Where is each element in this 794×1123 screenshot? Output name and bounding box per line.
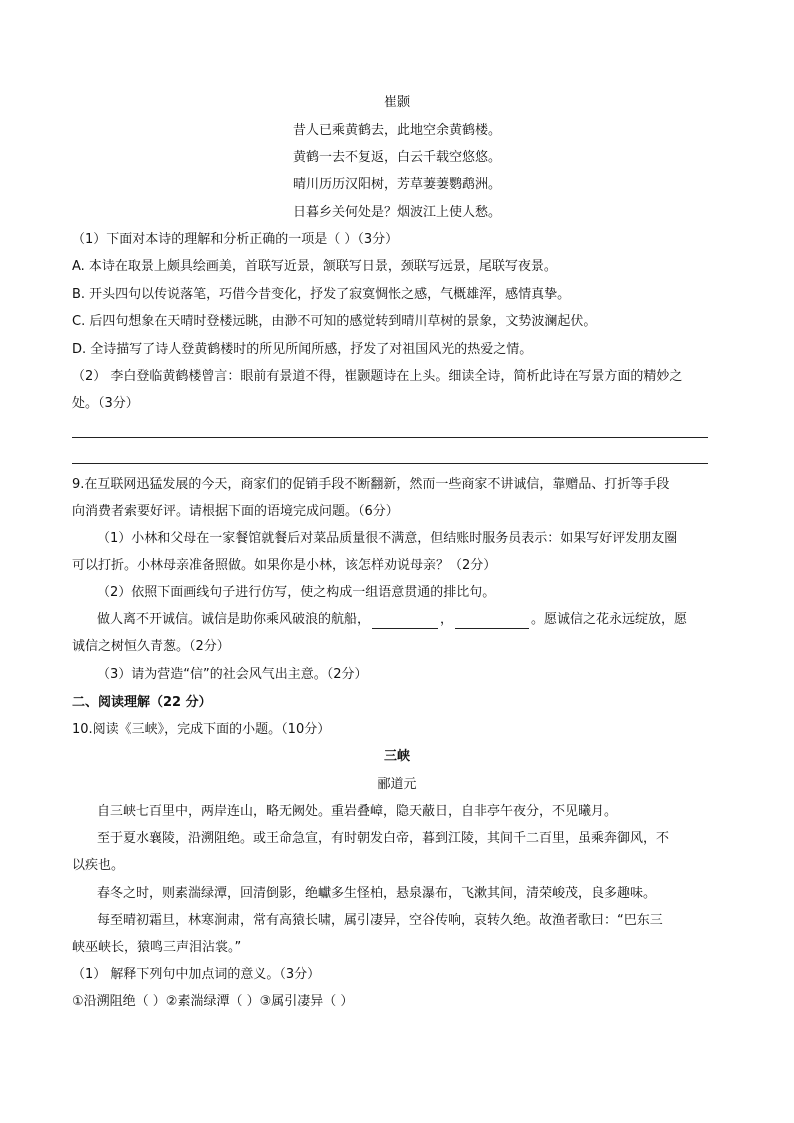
q8-sub1: （1）下面对本诗的理解和分析正确的一项是（ ）（3分）: [72, 232, 399, 247]
passage-p4-line1: 每至晴初霜旦，林寒涧肃，常有高猿长啸，属引凄异，空谷传响，哀转久绝。故渔者歌曰：“巴东三: [97, 913, 663, 928]
fill-blank-1[interactable]: [372, 614, 438, 629]
q9-sub3: （3）请为营造“信”的社会风气出主意。（2分）: [97, 667, 368, 682]
q9-sub2-comma: ，: [440, 612, 454, 627]
q9-sub2-text-a: 做人离不开诚信。诚信是助你乘风破浪的航船，: [97, 612, 371, 627]
q8-sub2-line2: 处。（3分）: [72, 396, 139, 411]
q10-sub1: （1） 解释下列句中加点词的意义。（3分）: [72, 967, 321, 982]
answer-line-2: [72, 463, 708, 464]
passage-p2-line1: 至于夏水襄陵，沿溯阻绝。或王命急宣，有时朝发白帝，暮到江陵，其间千二百里，虽乘奔御风，不: [97, 831, 670, 846]
q8-option-a: A. 本诗在取景上颇具绘画美，首联写近景，颔联写日景，颈联写远景，尾联写夜景。: [72, 259, 557, 274]
passage-author: 郦道元: [377, 777, 417, 792]
q8-option-c: C. 后四句想象在天晴时登楼远眺，由渺不可知的感觉转到晴川草树的景象，文势波澜起伏。: [72, 314, 597, 329]
q9-sub1-line1: （1）小林和父母在一家餐馆就餐后对菜品质量很不满意，但结账时服务员表示：如果写好评发朋友圈: [97, 531, 678, 546]
poem-line-3: 晴川历历汉阳树，芳草萋萋鹦鹉洲。: [292, 177, 501, 192]
q9-sub2-line2: 诚信之树恒久青葱。（2分）: [72, 639, 230, 654]
passage-title: 三峡: [383, 749, 410, 764]
poem-line-1: 昔人已乘黄鹤去，此地空余黄鹤楼。: [292, 123, 501, 138]
q8-sub2-line1: （2） 李白登临黄鹤楼曾言：眼前有景道不得，崔颢题诗在上头。细读全诗，简析此诗在写景方面的精妙之: [72, 369, 683, 384]
passage-p4-line2: 峡巫峡长，猿鸣三声泪沾裳。”: [72, 940, 242, 955]
passage-p2-line2: 以疾也。: [72, 858, 125, 873]
q9-intro-line2: 向消费者索要好评。请根据下面的语境完成问题。（6分）: [72, 504, 399, 519]
answer-line-1: [72, 437, 708, 438]
q8-option-b: B. 开头四句以传说落笔，巧借今昔变化，抒发了寂寞惆怅之感，气概雄浑，感情真挚。: [72, 287, 571, 302]
passage-p1: 自三峡七百里中，两岸连山，略无阙处。重岩叠嶂，隐天蔽日，自非亭午夜分，不见曦月。: [97, 804, 618, 819]
q9-sub2: （2）依照下面画线句子进行仿写，使之构成一组语意贯通的排比句。: [97, 585, 496, 600]
poem-line-4: 日暮乡关何处是？烟波江上使人愁。: [292, 205, 501, 220]
q9-sub1-line2: 可以打折。小林母亲准备照做。如果你是小林，该怎样劝说母亲？（2分）: [72, 558, 497, 573]
poem-author: 崔颢: [383, 95, 410, 110]
section-heading: 二、阅读理解（22 分）: [72, 695, 212, 710]
passage-p3: 春冬之时，则素湍绿潭，回清倒影，绝巘多生怪柏，悬泉瀑布，飞漱其间，清荣峻茂，良多趣味。: [97, 886, 657, 901]
q9-sub2-text-b: 。愿诚信之花永远绽放，愿: [531, 612, 688, 627]
q8-option-d: D. 全诗描写了诗人登黄鹤楼时的所见所闻所感，抒发了对祖国风光的热爱之情。: [72, 342, 533, 357]
fill-blank-2[interactable]: [455, 614, 529, 629]
q9-sub2-sentence: [97, 611, 687, 629]
poem-line-2: 黄鹤一去不复返，白云千载空悠悠。: [292, 150, 501, 165]
q10-sub1-items: ①沿溯阻绝（ ）②素湍绿潭（ ）③属引凄异（ ）: [72, 994, 354, 1009]
q9-intro-line1: 9.在互联网迅猛发展的今天，商家们的促销手段不断翻新，然而一些商家不讲诚信，靠赠品、打折等手段: [72, 477, 670, 492]
q10-intro: 10.阅读《三峡》，完成下面的小题。（10分）: [72, 722, 331, 737]
